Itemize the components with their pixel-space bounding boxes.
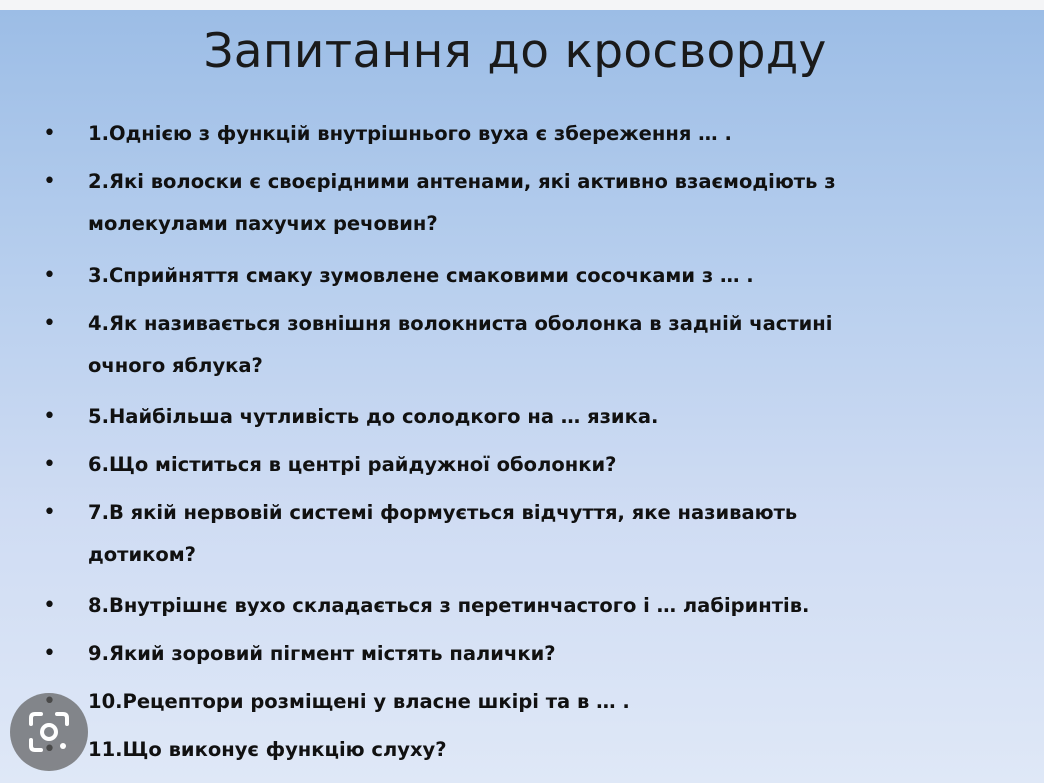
slide-title: Запитання до кросворду <box>203 24 827 79</box>
question-text: 8.Внутрішнє вухо складається з перетинчастого і … лабіринтів. <box>88 594 810 617</box>
bullet: • <box>43 311 56 336</box>
question-text: 7.В якій нервовій системі формується відчуття, яке називають <box>88 501 798 524</box>
bullet: • <box>43 641 56 666</box>
question-text: молекулами пахучих речовин? <box>88 212 438 235</box>
bullet: • <box>43 169 56 194</box>
bullet: • <box>43 263 56 288</box>
question-text: 6.Що міститься в центрі райдужної оболонки? <box>88 453 617 476</box>
bullet: • <box>43 452 56 477</box>
question-text: 5.Найбільша чутливість до солодкого на … язика. <box>88 405 659 428</box>
question-text: 10.Рецептори розміщені у власне шкірі та в … . <box>88 690 630 713</box>
question-text: очного яблука? <box>88 354 263 377</box>
question-text: 11.Що виконує функцію слуху? <box>88 738 447 761</box>
bullet: • <box>43 404 56 429</box>
slide <box>0 10 1044 783</box>
question-text: 4.Як називається зовнішня волокниста оболонка в задній частині <box>88 312 833 335</box>
bullet: • <box>43 500 56 525</box>
question-text: 9.Який зоровий пігмент містять палички? <box>88 642 556 665</box>
question-text: дотиком? <box>88 543 196 566</box>
bullet: • <box>43 121 56 146</box>
lens-search-icon <box>27 710 71 754</box>
bullet: • <box>43 593 56 618</box>
lens-search-button[interactable] <box>10 693 88 771</box>
question-text: 3.Сприйняття смаку зумовлене смаковими сосочками з … . <box>88 264 754 287</box>
question-text: 1.Однією з функцій внутрішнього вуха є збереження … . <box>88 122 732 145</box>
question-text: 2.Які волоски є своєрідними антенами, які активно взаємодіють з <box>88 170 836 193</box>
